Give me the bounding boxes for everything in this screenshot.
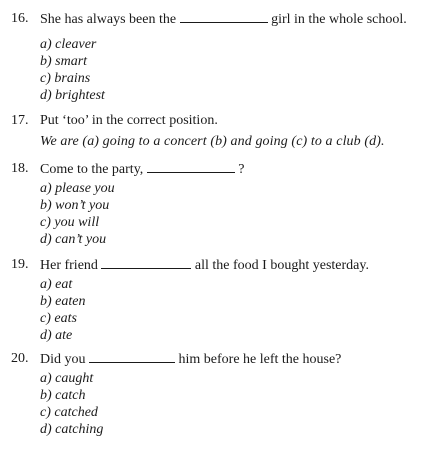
question-stem: Put ‘too’ in the correct position.	[40, 113, 218, 128]
option-b[interactable]: b) won’t you	[40, 198, 110, 213]
question-stem	[40, 10, 407, 28]
question-stem	[40, 350, 341, 368]
option-b[interactable]: b) catch	[40, 388, 86, 403]
answer-blank[interactable]	[101, 256, 191, 269]
question-stem	[40, 256, 369, 274]
option-c[interactable]: c) you will	[40, 215, 100, 230]
question-number: 16.	[11, 11, 29, 26]
stem-before: Her friend	[40, 258, 98, 273]
option-c[interactable]: c) brains	[40, 71, 91, 86]
options-list	[40, 36, 105, 104]
question-stem	[40, 160, 245, 178]
options-list	[40, 370, 103, 438]
option-d[interactable]: d) ate	[40, 328, 73, 343]
option-c[interactable]: c) catched	[40, 405, 98, 420]
stem-before: She has always been the	[40, 12, 177, 27]
question-number: 18.	[11, 161, 29, 176]
option-c[interactable]: c) eats	[40, 311, 77, 326]
stem-after: him before he left the house?	[178, 352, 342, 367]
question-number: 20.	[11, 351, 29, 366]
option-a[interactable]: a) cleaver	[40, 37, 97, 52]
question-number: 19.	[11, 257, 29, 272]
answer-blank[interactable]	[180, 10, 268, 23]
option-a[interactable]: a) eat	[40, 277, 73, 292]
stem-before: Did you	[40, 352, 86, 367]
stem-after: all the food I bought yesterday.	[194, 258, 369, 273]
option-a[interactable]: a) please you	[40, 181, 115, 196]
option-d[interactable]: d) catching	[40, 422, 104, 437]
stem-after: girl in the whole school.	[271, 12, 407, 27]
stem-before: Come to the party,	[40, 162, 144, 177]
option-b[interactable]: b) eaten	[40, 294, 86, 309]
answer-blank[interactable]	[147, 160, 235, 173]
answer-blank[interactable]	[89, 350, 175, 363]
stem-after: ?	[238, 162, 245, 177]
option-a[interactable]: a) caught	[40, 371, 94, 386]
option-d[interactable]: d) brightest	[40, 88, 105, 103]
options-list	[40, 276, 85, 344]
options-list	[40, 180, 115, 248]
target-sentence: We are (a) going to a concert (b) and going (c) to a club (d).	[40, 134, 385, 149]
option-d[interactable]: d) can’t you	[40, 232, 107, 247]
option-b[interactable]: b) smart	[40, 54, 88, 69]
question-number: 17.	[11, 113, 29, 128]
